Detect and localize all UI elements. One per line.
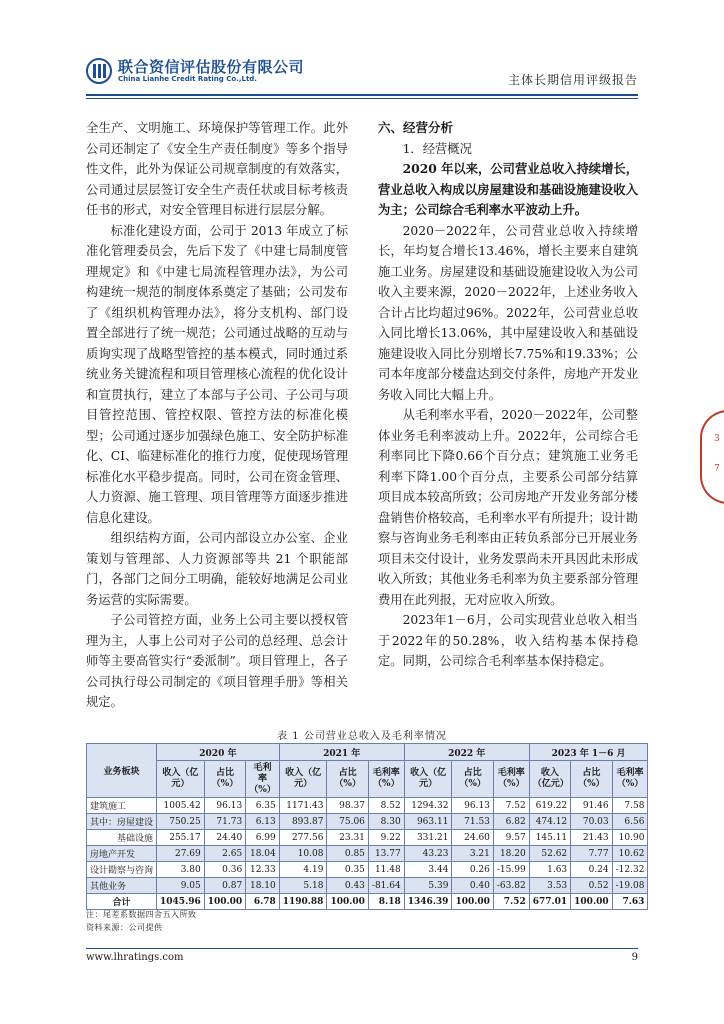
table-cell: 18.10	[246, 878, 280, 894]
table-cell: 3.53	[529, 878, 570, 894]
year-header: 2022 年	[404, 744, 529, 761]
revenue-table	[86, 743, 648, 910]
table-cell: -12.32	[612, 862, 648, 878]
page-number: 9	[631, 952, 638, 963]
table-row	[87, 846, 648, 862]
unit-header: 毛利率（%）	[246, 761, 280, 798]
table-cell: 6.35	[246, 798, 280, 814]
table-cell: 0.26	[452, 862, 493, 878]
table-row	[87, 862, 648, 878]
table-cell: -15.99	[493, 862, 529, 878]
paragraph: 从毛利率水平看，2020－2022年，公司整体业务毛利率波动上升。2022年，公司综合毛利率同比下降0.66个百分点；建筑施工业务毛利率下降1.00个百分点，主要系公司部分结算项目成本较高所致；公司房地产开发业务部分楼盘销售价格较高，毛利率水平有所提升；设计勘察与咨询业务毛利率由正转负系部分已开展业务项目未交付设计，业务发票尚未开具因此未形成收入所致；其他业务毛利率为负主要系部分管理费用在此列报，无对应收入所致。	[378, 408, 638, 607]
table-cell: 96.13	[204, 798, 245, 814]
unit-header: 收入（亿元）	[529, 761, 570, 798]
table-header-units	[87, 761, 648, 798]
table-cell: 8.18	[368, 894, 404, 910]
row-label: 合计	[87, 894, 157, 910]
table-cell: 0.24	[571, 862, 612, 878]
table-cell: 52.62	[529, 846, 570, 862]
table-cell: 27.69	[157, 846, 205, 862]
table-cell: 619.22	[529, 798, 570, 814]
table-cell: 6.82	[493, 814, 529, 830]
unit-header: 毛利率（%）	[368, 761, 404, 798]
table-cell: 96.13	[452, 798, 493, 814]
unit-header: 占比（%）	[571, 761, 612, 798]
table-cell: 331.21	[404, 830, 452, 846]
table-cell: 0.36	[204, 862, 245, 878]
row-label: 其他业务	[87, 878, 157, 894]
table-cell: 100.00	[452, 894, 493, 910]
table-cell: -63.82	[493, 878, 529, 894]
table-cell: 677.01	[529, 894, 570, 910]
year-header: 2023 年 1－6 月	[529, 744, 648, 761]
table-note: 注：尾差系数据四舍五入所致	[86, 910, 197, 919]
table-cell: 8.30	[368, 814, 404, 830]
section-title: 六、经营分析	[378, 120, 454, 135]
row-label: 房地产开发	[87, 846, 157, 862]
header-divider-thin	[86, 98, 638, 99]
table-caption: 表 1 公司营业总收入及毛利率情况	[277, 731, 447, 742]
table-cell: -81.64	[368, 878, 404, 894]
row-label: 其中：房屋建设	[87, 814, 157, 830]
table-cell: 255.17	[157, 830, 205, 846]
table-cell: 91.46	[571, 798, 612, 814]
table-cell: 100.00	[327, 894, 368, 910]
table-cell: 10.90	[612, 830, 648, 846]
unit-header: 收入（亿元）	[157, 761, 205, 798]
table-cell: 893.87	[279, 814, 327, 830]
table-cell: 4.19	[279, 862, 327, 878]
table-cell: 18.20	[493, 846, 529, 862]
unit-header: 占比（%）	[204, 761, 245, 798]
table-cell: 23.31	[327, 830, 368, 846]
table-cell: 1045.96	[157, 894, 205, 910]
row-label: 建筑施工	[87, 798, 157, 814]
table-cell: 1171.43	[279, 798, 327, 814]
table-cell: 7.58	[612, 798, 648, 814]
year-header: 2021 年	[279, 744, 404, 761]
table-row	[87, 830, 648, 846]
table-cell: 6.56	[612, 814, 648, 830]
table-cell: 145.11	[529, 830, 570, 846]
table-cell: -19.08	[612, 878, 648, 894]
table-notes	[86, 908, 197, 934]
table-cell: 18.04	[246, 846, 280, 862]
paragraph: 2020－2022年，公司营业总收入持续增长，年均复合增长13.46%，增长主要来自建筑施工业务。房屋建设和基础设施建设收入为公司收入主要来源，2020－2022年，上述业务收入合计占比均超过96%。2022年，公司营业总收入同比增长13.06%，其中屋建设收入和基础设施建设收入同比分别增长7.75%和19.33%；公司本年度部分楼盘达到交付条件，房地产开发业务收入同比大幅上升。	[378, 223, 638, 402]
table-cell: 10.62	[612, 846, 648, 862]
table-cell: 1005.42	[157, 798, 205, 814]
table-cell: 13.77	[368, 846, 404, 862]
table-cell: 0.43	[327, 878, 368, 894]
paragraph: 全生产、文明施工、环境保护等管理工作。此外公司还制定了《安全生产责任制度》等多个指导性文件，此外为保证公司规章制度的有效落实，公司通过层层签订安全生产责任状或目标考核责任书的形式，对安全管理目标进行层层分解。	[86, 121, 348, 217]
table-cell: 0.52	[571, 878, 612, 894]
footer-divider	[86, 948, 638, 949]
unit-header: 占比（%）	[452, 761, 493, 798]
left-column	[86, 118, 348, 713]
paragraph: 子公司管控方面，业务上公司主要以授权管理为主，人事上公司对子公司的总经理、总会计师等主要高管实行“委派制”。项目管理上，各子公司执行母公司制定的《项目管理手册》等相关规定。	[86, 613, 348, 709]
unit-header: 毛利率（%）	[612, 761, 648, 798]
table-cell: 98.37	[327, 798, 368, 814]
company-name-en: China Lianhe Credit Rating Co.,Ltd.	[118, 75, 257, 83]
report-title: 主体长期信用评级报告	[507, 73, 638, 87]
segment-header: 业务板块	[87, 744, 157, 798]
sub-title: 1．经营概况	[402, 141, 472, 156]
table-header-years	[87, 744, 648, 761]
table-cell: 3.80	[157, 862, 205, 878]
table-cell: 6.99	[246, 830, 280, 846]
table-cell: 1294.32	[404, 798, 452, 814]
table-cell: 0.87	[204, 878, 245, 894]
year-header: 2020 年	[157, 744, 280, 761]
table-cell: 750.25	[157, 814, 205, 830]
right-column	[378, 118, 638, 672]
table-cell: 7.52	[493, 894, 529, 910]
table-cell: 9.57	[493, 830, 529, 846]
page-header	[86, 54, 638, 96]
table-cell: 3.21	[452, 846, 493, 862]
paragraph: 2023年1－6月，公司实现营业总收入相当于2022年的50.28%，收入结构基本保持稳定。同期，公司综合毛利率基本保持稳定。	[378, 613, 638, 668]
table-body	[87, 798, 648, 910]
table-source: 资料来源：公司提供	[86, 923, 163, 932]
unit-header: 收入（亿元）	[279, 761, 327, 798]
table-cell: 5.39	[404, 878, 452, 894]
table-cell: 8.52	[368, 798, 404, 814]
table-row	[87, 878, 648, 894]
table-cell: 71.73	[204, 814, 245, 830]
table-cell: 963.11	[404, 814, 452, 830]
table-cell: 2.65	[204, 846, 245, 862]
table-cell: 12.33	[246, 862, 280, 878]
table-cell: 6.13	[246, 814, 280, 830]
table-cell: 1346.39	[404, 894, 452, 910]
table-cell: 7.63	[612, 894, 648, 910]
company-logo-icon	[86, 58, 112, 84]
table-row	[87, 814, 648, 830]
table-cell: 10.08	[279, 846, 327, 862]
table-cell: 7.77	[571, 846, 612, 862]
table-cell: 24.40	[204, 830, 245, 846]
table-cell: 100.00	[204, 894, 245, 910]
table-cell: 43.23	[404, 846, 452, 862]
company-name-cn: 联合资信评估股份有限公司	[118, 58, 305, 76]
table-row	[87, 798, 648, 814]
table-cell: 3.44	[404, 862, 452, 878]
table-cell: 7.52	[493, 798, 529, 814]
table-cell: 70.03	[571, 814, 612, 830]
table-cell: 100.00	[571, 894, 612, 910]
unit-header: 占比（%）	[327, 761, 368, 798]
table-cell: 75.06	[327, 814, 368, 830]
seal-stamp-edge: 3 7	[700, 410, 724, 504]
paragraph: 组织结构方面，公司内部设立办公室、企业策划与管理部、人力资源部等共 21 个职能部门，各部门之间分工明确，能较好地满足公司业务运营的实际需要。	[86, 531, 348, 607]
row-label: 基础设施	[87, 830, 157, 846]
table-cell: 6.78	[246, 894, 280, 910]
table-cell: 0.40	[452, 878, 493, 894]
table-cell: 71.53	[452, 814, 493, 830]
table-cell: 11.48	[368, 862, 404, 878]
table-cell: 0.35	[327, 862, 368, 878]
table-cell: 1190.88	[279, 894, 327, 910]
table-cell: 277.56	[279, 830, 327, 846]
unit-header: 收入（亿元）	[404, 761, 452, 798]
lead-paragraph: 2020 年以来，公司营业总收入持续增长，营业总收入构成以房屋建设和基础设施建设收入为主；公司综合毛利率水平波动上升。	[378, 161, 638, 217]
table-cell: 9.22	[368, 830, 404, 846]
table-cell: 0.85	[327, 846, 368, 862]
paragraph: 标准化建设方面，公司于 2013 年成立了标准化管理委员会，先后下发了《中建七局制度管理规定》和《中建七局流程管理办法》，为公司构建统一规范的制度体系奠定了基础；公司发布了《组织机构管理办法》，将分支机构、部门设置全部进行了统一规范；公司通过战略的互动与质询实现了战略型管控的基本模式，同时通过系统业务关键流程和项目管理核心流程的优化设计和宣贯执行，建立了本部与子公司、子公司与项目管控范围、管控权限、管控方法的标准化模型；公司通过逐步加强绿色施工、安全防护标准化、CI、临建标准化的推行力度，促使现场管理标准化水平稳步提高。同时，公司在资金管理、人力资源、施工管理、项目管理等方面逐步推进信息化建设。	[86, 223, 348, 525]
table-cell: 9.05	[157, 878, 205, 894]
footer-url: www.lhratings.com	[86, 952, 184, 963]
header-divider	[86, 94, 638, 96]
table-cell: 24.60	[452, 830, 493, 846]
table-cell: 1.63	[529, 862, 570, 878]
table-cell: 21.43	[571, 830, 612, 846]
table-cell: 474.12	[529, 814, 570, 830]
unit-header: 毛利率（%）	[493, 761, 529, 798]
table-cell: 5.18	[279, 878, 327, 894]
row-label: 设计勘察与咨询	[87, 862, 157, 878]
